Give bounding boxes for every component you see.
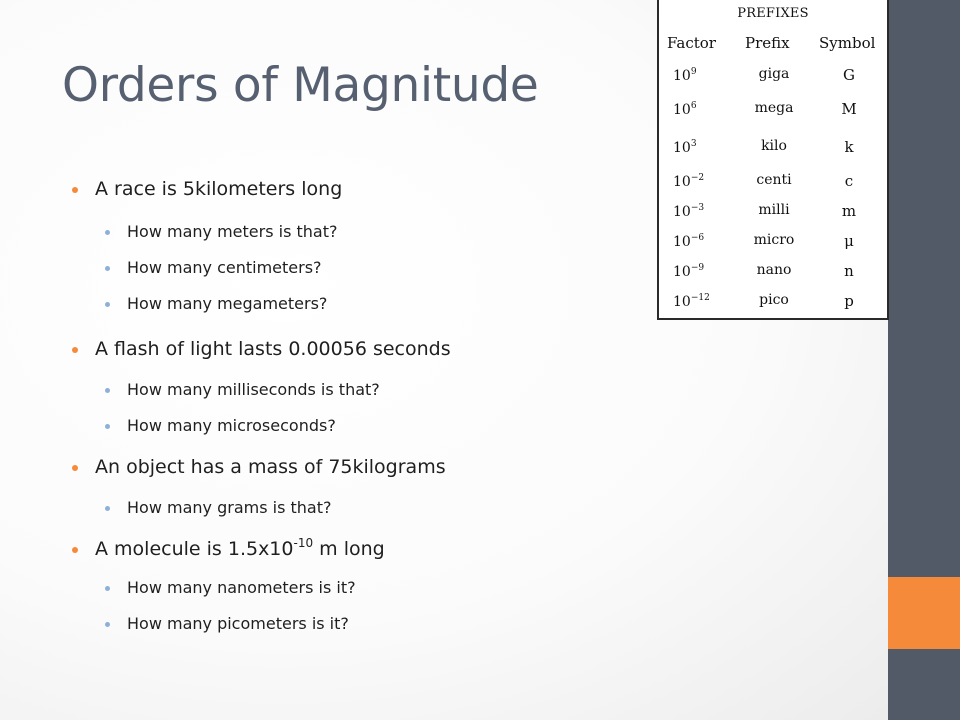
factor-cell	[673, 294, 710, 310]
bullet-dot	[72, 465, 78, 471]
prefix-cell: nano	[756, 262, 792, 278]
header-prefix: Prefix	[745, 34, 790, 52]
factor-exp: 6	[690, 101, 697, 111]
header-symbol: Symbol	[819, 34, 876, 52]
factor-base: 10	[673, 140, 691, 156]
symbol-cell: G	[843, 66, 855, 84]
factor-cell	[673, 204, 704, 220]
bullet-dot	[72, 347, 78, 353]
table-row	[659, 226, 887, 258]
bullet-text-main: A molecule is 1.5x10	[95, 538, 294, 560]
table-row	[659, 94, 887, 126]
bullet-text-tail: m long	[313, 538, 385, 560]
factor-base: 10	[673, 102, 691, 118]
sub-bullet-text: How many meters is that?	[127, 222, 338, 241]
factor-cell	[673, 264, 704, 280]
side-accent-block	[888, 577, 960, 649]
bullet-text: A flash of light lasts 0.00056 seconds	[95, 338, 451, 360]
sub-bullet-dot	[105, 506, 110, 511]
factor-base: 10	[673, 294, 691, 310]
prefix-cell: mega	[754, 100, 794, 116]
bullet-text: An object has a mass of 75kilograms	[95, 456, 446, 478]
bullet-dot	[72, 187, 78, 193]
prefix-cell: centi	[756, 172, 792, 188]
prefixes-table	[657, 0, 889, 320]
symbol-cell: M	[841, 100, 857, 118]
table-row	[659, 132, 887, 164]
factor-exp: −2	[690, 173, 705, 183]
table-row	[659, 196, 887, 228]
exponent: -10	[293, 536, 314, 550]
bullet-dot	[72, 547, 78, 553]
sub-bullet-dot	[105, 302, 110, 307]
sub-bullet-text: How many grams is that?	[127, 498, 332, 517]
factor-cell	[673, 174, 704, 190]
bullet-text: A race is 5kilometers long	[95, 178, 343, 200]
table-row	[659, 166, 887, 198]
sub-bullet-text: How many milliseconds is that?	[127, 380, 380, 399]
factor-exp: 3	[690, 139, 697, 149]
sub-bullet-text: How many nanometers is it?	[127, 578, 356, 597]
factor-cell	[673, 140, 697, 156]
factor-exp: 9	[690, 67, 697, 77]
symbol-cell: p	[844, 292, 854, 310]
prefix-cell: milli	[758, 202, 790, 218]
factor-exp: −3	[690, 203, 705, 213]
factor-base: 10	[673, 234, 691, 250]
prefix-cell: giga	[758, 66, 790, 82]
factor-base: 10	[673, 264, 691, 280]
factor-cell	[673, 68, 697, 84]
symbol-cell: μ	[844, 232, 854, 250]
sub-bullet-dot	[105, 230, 110, 235]
factor-cell	[673, 234, 704, 250]
factor-cell	[673, 102, 697, 118]
sub-bullet-dot	[105, 586, 110, 591]
sub-bullet-text: How many picometers is it?	[127, 614, 349, 633]
sub-bullet-dot	[105, 266, 110, 271]
sub-bullet-text: How many centimeters?	[127, 258, 322, 277]
sub-bullet-text: How many megameters?	[127, 294, 328, 313]
table-row	[659, 286, 887, 318]
factor-base: 10	[673, 68, 691, 84]
sub-bullet-dot	[105, 622, 110, 627]
prefix-cell: micro	[753, 232, 795, 248]
table-row	[659, 60, 887, 92]
bullet-text	[95, 538, 385, 560]
symbol-cell: c	[844, 172, 854, 190]
table-title: PREFIXES	[737, 6, 809, 21]
sub-bullet-dot	[105, 424, 110, 429]
factor-exp: −6	[690, 233, 705, 243]
sub-bullet-dot	[105, 388, 110, 393]
factor-exp: −12	[690, 293, 710, 303]
header-factor: Factor	[667, 34, 716, 52]
prefix-cell: kilo	[761, 138, 787, 154]
factor-base: 10	[673, 204, 691, 220]
table-row	[659, 256, 887, 288]
sub-bullet-text: How many microseconds?	[127, 416, 336, 435]
symbol-cell: m	[841, 202, 857, 220]
factor-exp: −9	[690, 263, 705, 273]
symbol-cell: n	[844, 262, 854, 280]
slide-title: Orders of Magnitude	[62, 58, 539, 113]
symbol-cell: k	[844, 138, 854, 156]
prefix-cell: pico	[759, 292, 789, 308]
factor-base: 10	[673, 174, 691, 190]
